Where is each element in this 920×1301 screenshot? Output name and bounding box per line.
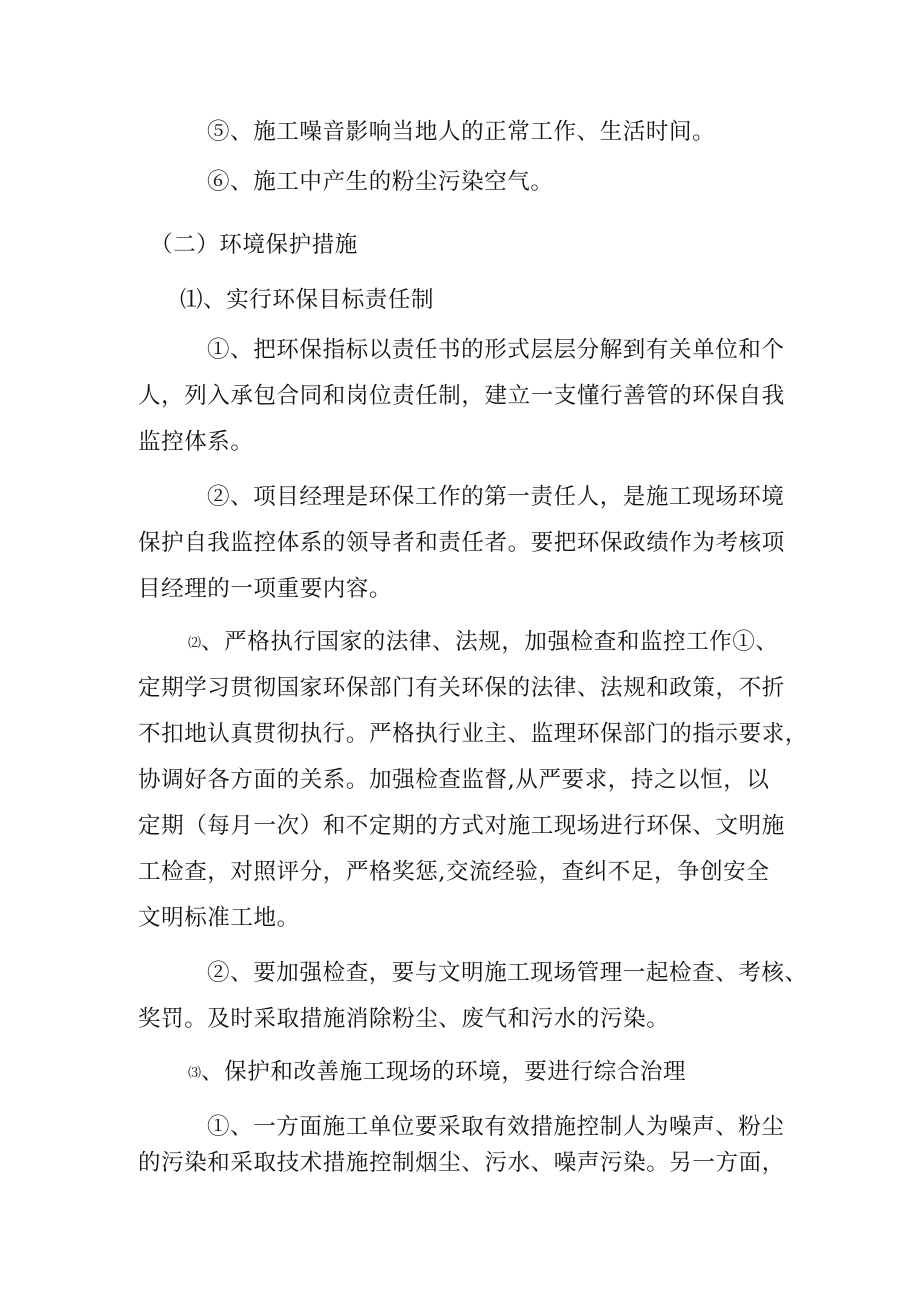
subsection-heading: ⑴、实行环保目标责任制: [180, 287, 435, 313]
paragraph-line: 不扣地认真贯彻执行。严格执行业主、监理环保部门的指示要求，: [138, 721, 808, 747]
paragraph-line: 奖罚。及时采取措施消除粉尘、废气和污水的污染。: [138, 1006, 670, 1032]
paragraph-line: 定期（每月一次）和不定期的方式对施工现场进行环保、文明施: [138, 813, 785, 839]
subsection-heading: [188, 1057, 686, 1089]
paragraph-line: ①、一方面施工单位要采取有效措施控制人为噪声、粉尘: [207, 1114, 785, 1140]
paragraph-line: 协调好各方面的关系。加强检查监督,从严要求，持之以恒，以: [138, 767, 770, 793]
paragraph-line: ②、要加强检查，要与文明施工现场管理一起检查、考核、: [207, 960, 808, 986]
item-marker-3: ⑶: [188, 1066, 202, 1081]
paragraph-line: 工检查，对照评分，严格奖惩,交流经验，查纠不足，争创安全: [138, 859, 770, 885]
paragraph-line: 定期学习贯彻国家环保部门有关环保的法律、法规和政策，不折: [138, 675, 785, 701]
paragraph-line: ①、把环保指标以责任书的形式层层分解到有关单位和个: [207, 337, 785, 363]
paragraph-line: 的污染和采取技术措施控制烟尘、污水、噪声污染。另一方面，: [138, 1150, 785, 1176]
paragraph-line: 保护自我监控体系的领导者和责任者。要把环保政绩作为考核项: [138, 530, 785, 556]
paragraph-line: ⑥、施工中产生的粉尘污染空气。: [207, 169, 554, 195]
paragraph-line: 目经理的一项重要内容。: [138, 576, 393, 602]
item-marker-2: ⑵: [188, 636, 202, 651]
paragraph-line: 文明标准工地。: [138, 905, 300, 931]
paragraph-line: ②、项目经理是环保工作的第一责任人，是施工现场环境: [207, 484, 785, 510]
subsection-heading-text: 、严格执行国家的法律、法规，加强检查和监控工作①、: [201, 629, 779, 655]
subsection-heading: [188, 627, 779, 659]
section-heading: （二）环境保护措施: [150, 232, 358, 258]
paragraph-line: 人，列入承包合同和岗位责任制，建立一支懂行善管的环保自我: [138, 383, 785, 409]
subsection-heading-text: 、保护和改善施工现场的环境，要进行综合治理: [201, 1059, 687, 1085]
paragraph-line: ⑤、施工噪音影响当地人的正常工作、生活时间。: [207, 119, 716, 145]
paragraph-line: 监控体系。: [138, 429, 254, 455]
